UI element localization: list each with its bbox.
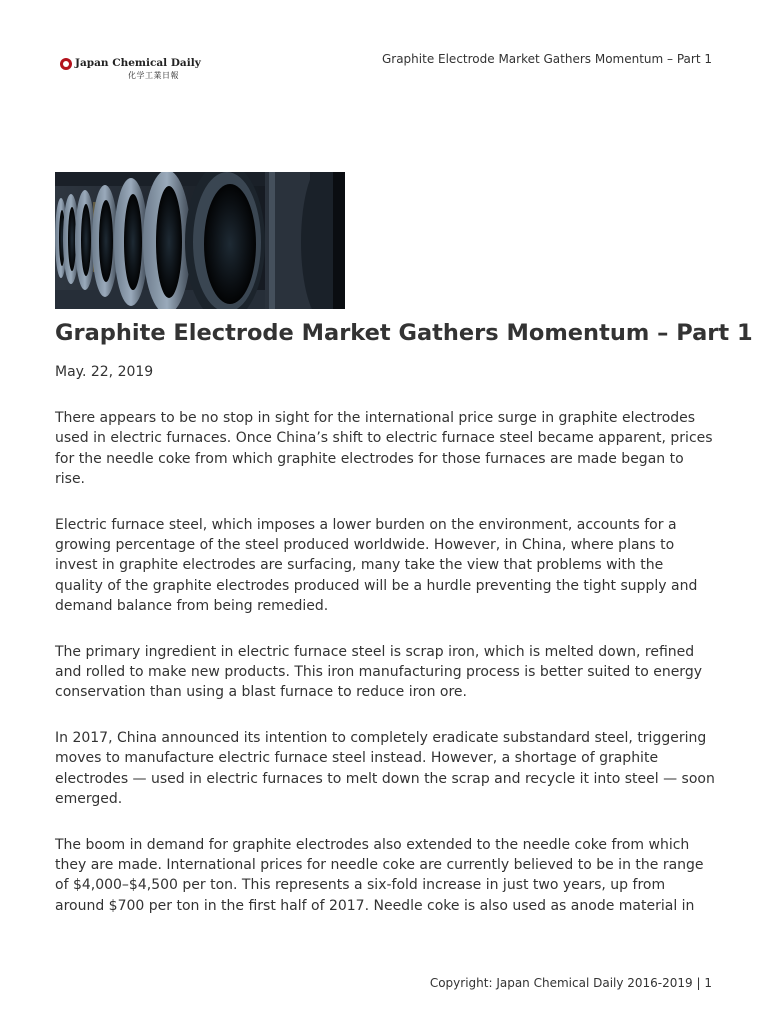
- logo-name: Japan Chemical Daily: [75, 57, 201, 69]
- article-paragraph: Electric furnace steel, which imposes a lower burden on the environment, accounts for a growing percentage of the steel produced worldwide. However, in China, where plans to invest in graphite electrodes are surfacing, many take the view that problems with the quality of the graphite electrodes produced will be a hurdle preventing the tight supply and demand balance from being remedied.: [55, 516, 698, 615]
- publisher-logo: [60, 56, 201, 82]
- article-paragraph: The primary ingredient in electric furnace steel is scrap iron, which is melted down, refined and rolled to make new products. This iron manufacturing process is better suited to energy conservation than using a blast furnace to reduce iron ore.: [55, 643, 702, 701]
- article-hero-image: [55, 172, 345, 309]
- article-body: [55, 408, 715, 941]
- logo-mark-icon: [60, 58, 72, 70]
- graphite-electrodes-photo: [55, 172, 345, 309]
- article-title: Graphite Electrode Market Gathers Momentum – Part 1: [55, 320, 753, 346]
- running-header-title: Graphite Electrode Market Gathers Momentum – Part 1: [381, 52, 712, 66]
- page-footer-copyright: Copyright: Japan Chemical Daily 2016-2019 | 1: [429, 976, 712, 990]
- article-paragraph: There appears to be no stop in sight for the international price surge in graphite electrodes used in electric furnaces. Once China’s shift to electric furnace steel became apparent, prices for the needle coke from which graphite electrodes for those furnaces are made began to rise.: [55, 410, 713, 488]
- article-paragraph: In 2017, China announced its intention to completely eradicate substandard steel, triggering moves to manufacture electric furnace steel instead. However, a shortage of graphite electrodes — used in electric furnaces to melt down the scrap and recycle it into steel — soon emerged.: [55, 729, 715, 808]
- article-date: May. 22, 2019: [55, 364, 154, 380]
- article-paragraph: The boom in demand for graphite electrodes also extended to the needle coke from which they are made. International prices for needle coke are currently believed to be in the range of $4,000–$4,500 per ton. This represents a six-fold increase in just two years, up from around $700 per ton in the first half of 2017. Needle coke is also used as anode material in: [55, 836, 704, 914]
- logo-subtext: 化学工業日報: [128, 71, 179, 80]
